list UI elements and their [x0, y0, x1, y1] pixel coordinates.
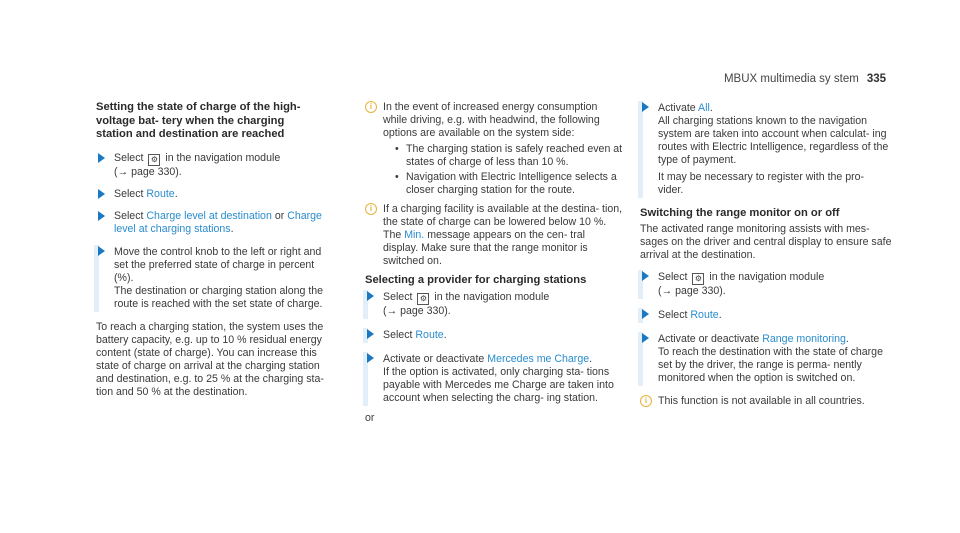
- message-min: Min.: [404, 229, 425, 241]
- option-all[interactable]: All: [698, 102, 710, 114]
- arrow-right-icon: [98, 153, 105, 163]
- menu-item-route[interactable]: Route: [146, 187, 175, 200]
- info-icon: i: [365, 203, 377, 215]
- step-move-knob: Move the control knob to the left or right and set the preferred state of charge in percent (%). The destination or charging station along the route is reached with the set state of charge.: [94, 245, 324, 312]
- arrow-right-icon: [367, 329, 374, 339]
- step-select-gear: Select ⚙ in the navigation module (→ page 330).: [96, 152, 324, 179]
- arrow-right-icon: [98, 189, 105, 199]
- step-select-charge-level: Select Charge level at destination or Charge level at charging stations.: [96, 210, 324, 236]
- list-item: • Navigation with Electric Intelligence selects a closer charging station for the route.: [395, 171, 623, 197]
- step-select-gear: Select ⚙ in the navigation module (→ page 330).: [638, 270, 892, 299]
- gear-icon: ⚙: [148, 154, 160, 166]
- arrow-right-icon: [367, 353, 374, 363]
- gear-icon: ⚙: [417, 293, 429, 305]
- page-reference[interactable]: (→ page 330).: [383, 304, 451, 317]
- arrow-right-icon: [642, 271, 649, 281]
- section-heading-state-of-charge: Setting the state of charge of the high-voltage bat- tery when the charging station and destination are reached: [96, 101, 301, 140]
- page-number: 335: [866, 73, 886, 85]
- info-note-destination: i If a charging facility is available at the destina- tion, the state of charge can be lowered below 10 %. The Min. message appears on the cen- tral display. Make sure that the range monitor is switched on.: [365, 203, 623, 268]
- menu-item-charge-level-destination[interactable]: Charge level at destination: [146, 209, 272, 222]
- step-select-route: Select Route.: [363, 328, 623, 343]
- list-item: • The charging station is safely reached even at states of charge of less than 10 %.: [395, 143, 623, 169]
- or-separator: or: [365, 411, 375, 424]
- option-range-monitoring[interactable]: Range monitoring: [762, 332, 846, 345]
- step-select-route: Select Route.: [96, 188, 324, 201]
- info-note-availability: i This function is not available in all countries.: [640, 395, 892, 408]
- paragraph-battery-capacity: To reach a charging station, the system uses the battery capacity, e.g. up to 10 % residual energy content (state of charge). You can increase this state of charge on arrival at the charging station and destination, e.g. to 25 % at the charging sta- tion and 50 % at the destination.: [96, 320, 324, 398]
- section-heading-range-monitor: Switching the range monitor on or off: [640, 207, 840, 219]
- menu-item-route[interactable]: Route: [690, 308, 719, 321]
- arrow-right-icon: [642, 102, 649, 112]
- column-3: [640, 101, 892, 414]
- column-2: [365, 101, 623, 425]
- header-title: MBUX multimedia sy stem: [723, 73, 859, 85]
- menu-item-route[interactable]: Route: [415, 328, 444, 341]
- step-mercedes-me-charge: Activate or deactivate Mercedes me Charge. If the option is activated, only charging sta- tions payable with Mercedes me Charge are taken into account when selecting the charg- ing station.: [363, 352, 623, 406]
- arrow-right-icon: [98, 211, 105, 221]
- paragraph-range-monitor: The activated range monitoring assists with mes- sages on the driver and central display to ensure safe arrival at the destination.: [640, 222, 892, 261]
- arrow-right-icon: [98, 246, 105, 256]
- info-icon: i: [640, 395, 652, 407]
- column-1: [96, 101, 324, 407]
- step-range-monitoring: Activate or deactivate Range monitoring. To reach the destination with the state of charge set by the driver, the range is perma- nently monitored when the option is switched on.: [638, 332, 892, 386]
- step-select-route: Select Route.: [638, 308, 892, 323]
- arrow-right-icon: [367, 291, 374, 301]
- page-reference[interactable]: (→ page 330).: [658, 284, 726, 297]
- section-heading-provider: Selecting a provider for charging stations: [365, 274, 587, 286]
- gear-icon: ⚙: [692, 273, 704, 285]
- menu-item-charge-level-stations[interactable]: Charge level at charging stations: [114, 209, 322, 235]
- page-header: [724, 73, 886, 85]
- arrow-right-icon: [642, 333, 649, 343]
- info-icon: i: [365, 101, 377, 113]
- step-select-gear: Select ⚙ in the navigation module (→ page 330).: [363, 290, 623, 319]
- option-mercedes-me-charge[interactable]: Mercedes me Charge: [487, 352, 590, 365]
- arrow-right-icon: [642, 309, 649, 319]
- bullet-list: [383, 143, 623, 197]
- page-reference[interactable]: (→ page 330).: [114, 165, 182, 178]
- info-note-energy: i In the event of increased energy consumption while driving, e.g. with headwind, the following options are available on the system side: • The charging station is safely reached even at states of charge of less than 10 %. • Navigation with Electric Intelligence selects a closer charging station for the route.: [365, 101, 623, 197]
- step-activate-all: Activate All. All charging stations known to the navigation system are taken into account when calculat- ing routes with Electric Intelligence, regardless of the type of payment. It may be necessary to register with the pro- vider.: [638, 101, 892, 198]
